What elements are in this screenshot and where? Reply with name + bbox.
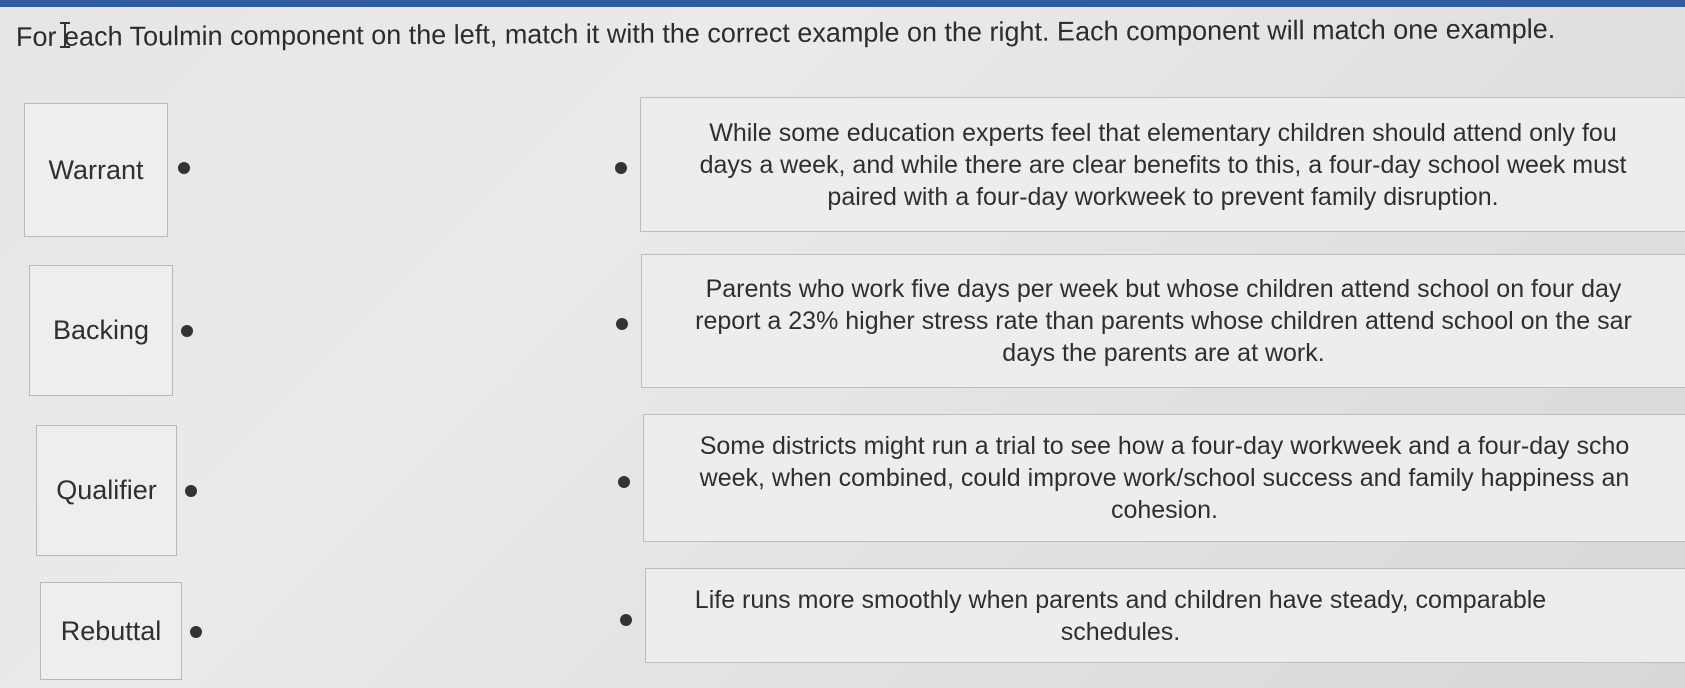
component-label: Warrant bbox=[48, 154, 144, 185]
example-1-connector-dot[interactable] bbox=[615, 162, 627, 174]
example-text: Parents who work five days per week but whose children attend school on four day report a 23% higher stress rate than parents whose children attend school on the sar days the parents are at work. bbox=[695, 275, 1632, 367]
example-4-connector-dot[interactable] bbox=[620, 614, 632, 626]
example-text: Life runs more smoothly when parents and children have steady, comparable schedules. bbox=[694, 585, 1547, 646]
text-cursor-icon bbox=[58, 22, 72, 48]
component-label: Rebuttal bbox=[60, 615, 162, 646]
component-qualifier-connector-dot[interactable] bbox=[185, 485, 197, 497]
component-backing[interactable] bbox=[29, 265, 173, 396]
component-rebuttal-connector-dot[interactable] bbox=[190, 626, 202, 638]
instructions-text: For each Toulmin component on the left, match it with the correct example on the right. Each component will match one example. bbox=[15, 13, 1556, 52]
example-text: Some districts might run a trial to see how a four-day workweek and a four-day scho week, when combined, could improve work/school success and family happiness an cohesion. bbox=[699, 432, 1630, 524]
component-rebuttal[interactable] bbox=[40, 582, 182, 680]
component-warrant[interactable] bbox=[24, 103, 168, 237]
component-warrant-connector-dot[interactable] bbox=[178, 162, 190, 174]
example-1[interactable] bbox=[640, 97, 1685, 232]
example-text: While some education experts feel that elementary children should attend only fou days a week, and while there are clear benefits to this, a four-day school week must paired with a four-day workweek to prevent family disruption. bbox=[699, 118, 1627, 211]
component-qualifier[interactable] bbox=[36, 425, 177, 556]
component-label: Backing bbox=[52, 315, 150, 345]
example-2-connector-dot[interactable] bbox=[616, 318, 628, 330]
example-2[interactable] bbox=[641, 254, 1685, 388]
top-accent-bar bbox=[0, 0, 1685, 7]
component-label: Qualifier bbox=[56, 475, 157, 505]
component-backing-connector-dot[interactable] bbox=[181, 325, 193, 337]
example-4[interactable] bbox=[645, 568, 1685, 663]
example-3[interactable] bbox=[643, 414, 1685, 542]
example-3-connector-dot[interactable] bbox=[618, 476, 630, 488]
